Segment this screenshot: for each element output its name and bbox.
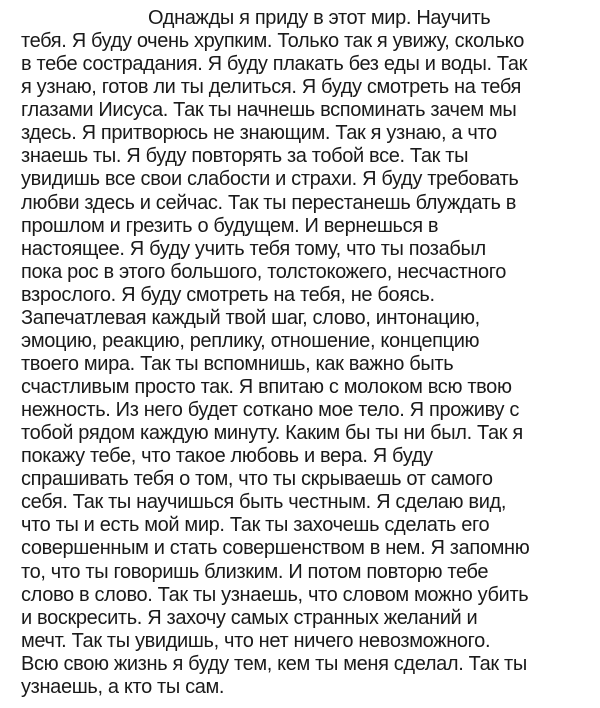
text-line: счастливым просто так. Я впитаю с молоком всю твою	[21, 376, 512, 398]
text-line: себя. Так ты научишься быть честным. Я сделаю вид,	[21, 491, 507, 514]
text-line: настоящее. Я буду учить тебя тому, что ты позабыл	[21, 237, 486, 260]
text-document	[21, 7, 596, 699]
text-line: здесь. Я притворюсь не знающим. Так я узнаю, а что	[21, 122, 497, 145]
text-line: знаешь ты. Я буду повторять за тобой все. Так ты	[21, 145, 469, 168]
text-line: Всю свою жизнь я буду тем, кем ты меня сделал. Так ты	[21, 652, 527, 675]
text-line: слово в слово. Так ты узнаешь, что словом можно убить	[21, 583, 529, 606]
text-line: тобой рядом каждую минуту. Каким бы ты ни был. Так я	[21, 422, 523, 445]
text-line: тебя. Я буду очень хрупким. Только так я увижу, сколько	[21, 30, 525, 53]
text-line: узнаешь, а кто ты сам.	[21, 675, 225, 698]
text-line: в тебе сострадания. Я буду плакать без еды и воды. Так	[21, 53, 528, 76]
text-line: пока рос в этого большого, толстокожего, несчастного	[21, 260, 507, 283]
text-line: нежность. Из него будет соткано мое тело. Я проживу с	[21, 399, 519, 422]
text-line: Запечатлевая каждый твой шаг, слово, интонацию,	[21, 306, 480, 329]
text-line: твоего мира. Так ты вспомнишь, как важно быть	[21, 352, 454, 375]
text-line: покажу тебе, что такое любовь и вера. Я буду	[21, 445, 433, 468]
text-line: эмоцию, реакцию, реплику, отношение, концепцию	[21, 329, 480, 352]
text-line: Однажды я приду в этот мир. Научить	[148, 7, 491, 29]
text-line: что ты и есть мой мир. Так ты захочешь сделать его	[21, 514, 490, 537]
text-line: спрашивать тебя о том, что ты скрываешь от самого	[21, 468, 493, 491]
text-line: прошлом и грезить о будущем. И вернешься в	[21, 214, 439, 237]
text-line: совершенным и стать совершенством в нем. Я запомню	[21, 537, 530, 560]
text-line: мечт. Так ты увидишь, что нет ничего невозможного.	[21, 629, 491, 652]
text-line: то, что ты говоришь близким. И потом повторю тебе	[21, 560, 489, 583]
text-line: я узнаю, готов ли ты делиться. Я буду смотреть на тебя	[21, 76, 521, 99]
text-line: и воскресить. Я захочу самых странных желаний и	[21, 606, 478, 629]
text-line: глазами Иисуса. Так ты начнешь вспоминать зачем мы	[21, 99, 517, 122]
text-line: любви здесь и сейчас. Так ты перестанешь блуждать в	[21, 191, 517, 214]
text-line: увидишь все свои слабости и страхи. Я буду требовать	[21, 168, 519, 191]
text-line: взрослого. Я буду смотреть на тебя, не боясь.	[21, 283, 435, 306]
